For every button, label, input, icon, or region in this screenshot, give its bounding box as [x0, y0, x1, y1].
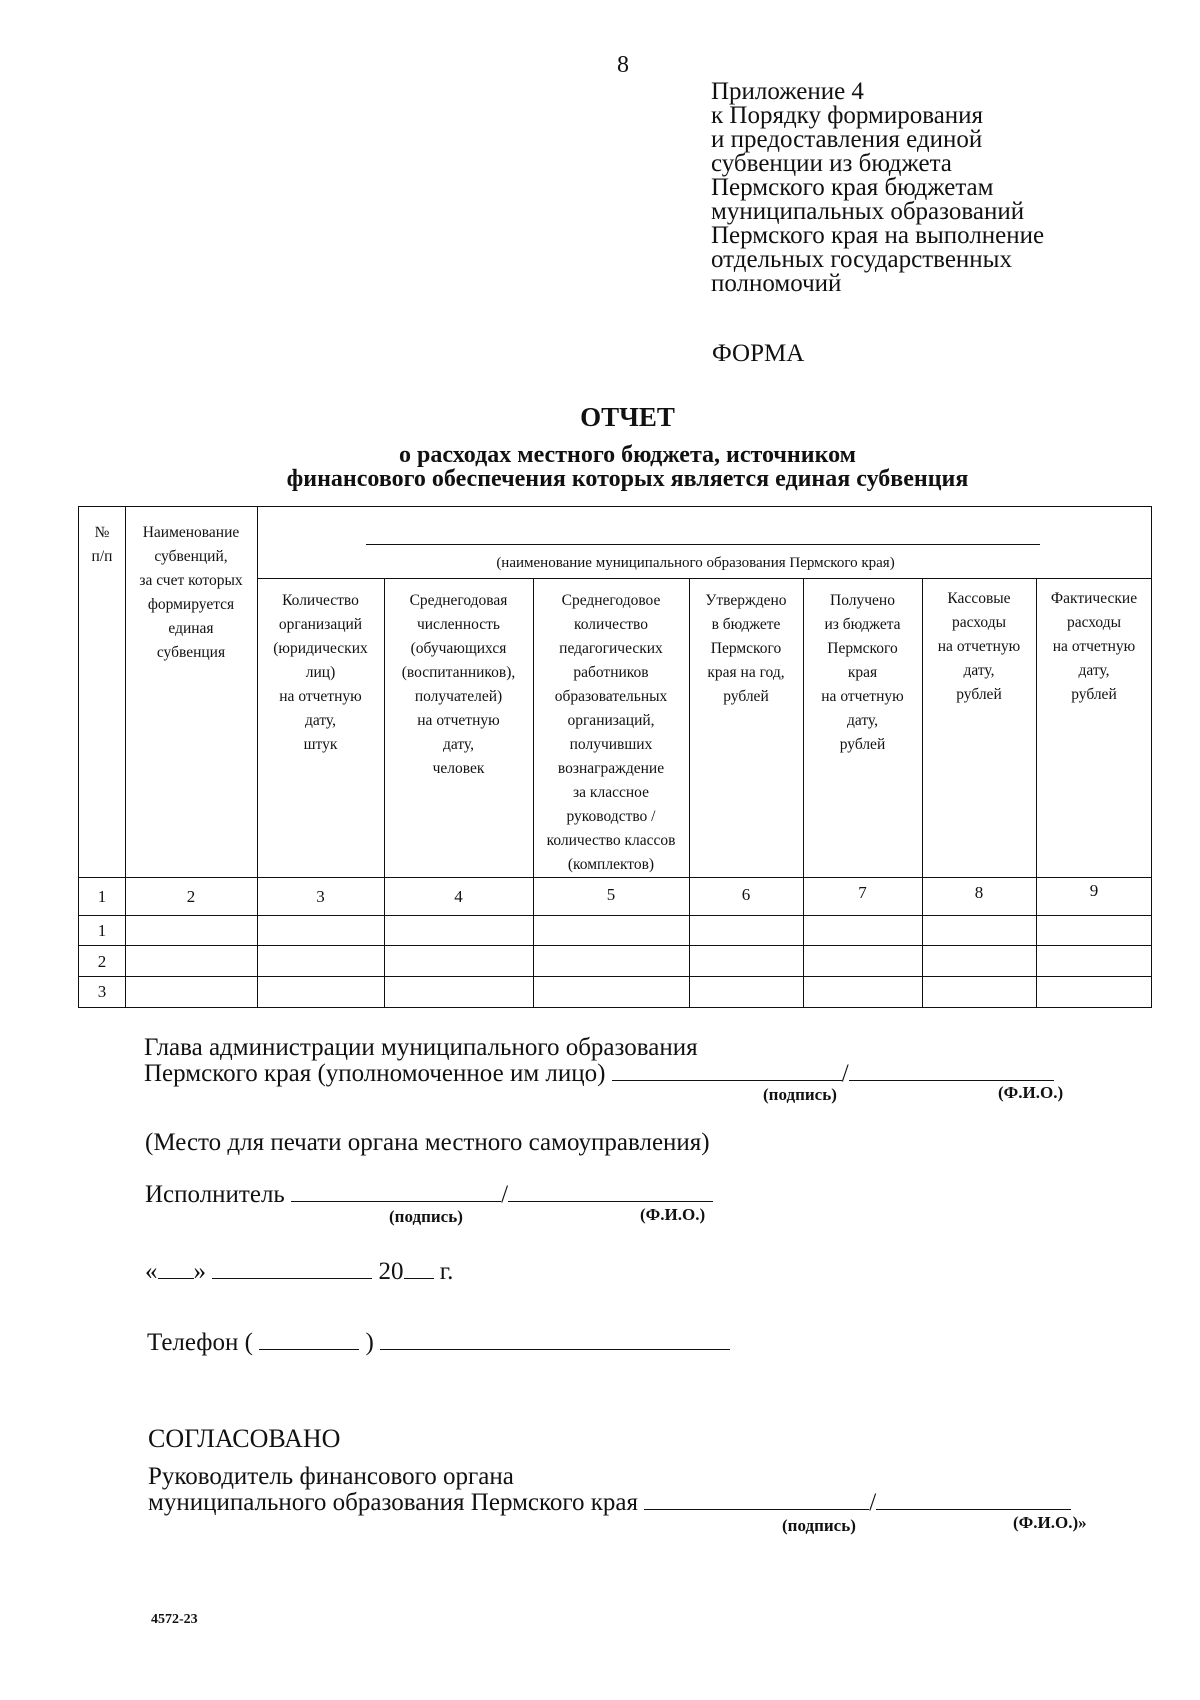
column-number: 2	[186, 887, 196, 906]
phone-number-field[interactable]	[380, 1329, 730, 1350]
finance-line-2: муниципального образования Пермского края /	[148, 1489, 1071, 1515]
finance-fio-label: (Ф.И.О.)»	[1013, 1513, 1087, 1532]
appendix-header	[711, 80, 1044, 296]
table-vline	[257, 507, 258, 1007]
appendix-line: и предоставления единой	[711, 126, 983, 153]
head-signature-field[interactable]	[612, 1060, 842, 1081]
agreed-label: СОГЛАСОВАНО	[148, 1424, 341, 1453]
head-signature-label: (подпись)	[763, 1085, 837, 1104]
column-number: 3	[316, 887, 325, 906]
executor-signature-label: (подпись)	[389, 1207, 463, 1226]
municipality-caption: (наименование муниципального образования Пермского края)	[496, 555, 895, 571]
head-line-2-text: Пермского края (уполномоченное им лицо)	[144, 1060, 606, 1087]
head-signature-block	[144, 1036, 1054, 1086]
executor-fio-field[interactable]	[508, 1181, 713, 1202]
table-hline	[79, 877, 1151, 878]
date-month-field[interactable]	[212, 1258, 372, 1279]
row-number: 3	[97, 982, 107, 1001]
appendix-line: отдельных государственных	[711, 246, 1012, 273]
report-subtitle	[0, 443, 1200, 491]
date-day-field[interactable]	[158, 1258, 194, 1279]
row-number: 1	[97, 921, 107, 940]
head-fio-label: (Ф.И.О.)	[998, 1083, 1064, 1102]
date-year-field[interactable]	[404, 1258, 434, 1279]
header-actual-expenses: Фактические расходы на отчетную дату, рублей	[1050, 590, 1138, 703]
table-hline	[79, 976, 1151, 977]
stamp-place: (Место для печати органа местного самоуправления)	[145, 1129, 710, 1156]
executor-row: Исполнитель /	[145, 1181, 713, 1207]
executor-fio-label: (Ф.И.О.)	[640, 1205, 706, 1224]
row-number: 2	[97, 952, 107, 971]
appendix-line: Пермского края бюджетам	[711, 174, 994, 201]
subtitle-line-1: о расходах местного бюджета, источником	[399, 442, 856, 468]
municipality-name-line[interactable]	[366, 544, 1040, 545]
appendix-line: к Порядку формирования	[711, 102, 984, 129]
header-org-count: Количество организаций (юридических лиц) на отчетную дату, штук	[273, 592, 368, 753]
appendix-line: субвенции из бюджета	[711, 150, 952, 177]
appendix-line: Приложение 4	[711, 78, 864, 105]
phone-label: Телефон (	[147, 1329, 253, 1356]
page-number: 8	[617, 52, 629, 78]
date-year-prefix: 20	[378, 1258, 404, 1285]
header-received: Получено из бюджета Пермского края на отчетную дату, рублей	[821, 592, 904, 753]
header-approved: Утверждено в бюджете Пермского края на год, рублей	[705, 592, 787, 705]
header-subvention-name: Наименование субвенций, за счет которых формируется единая субвенция	[139, 524, 243, 661]
date-year-suffix: г.	[439, 1258, 454, 1285]
head-line-1: Глава администрации муниципального образования	[144, 1034, 698, 1061]
subtitle-line-2: финансового обеспечения которых является единая субвенция	[286, 466, 969, 492]
table-hline	[79, 945, 1151, 946]
finance-signature-field[interactable]	[644, 1489, 869, 1510]
date-row	[145, 1258, 453, 1284]
phone-close: )	[365, 1329, 374, 1356]
table-hline	[79, 915, 1151, 916]
appendix-line: муниципальных образований	[711, 198, 1025, 225]
column-number: 8	[974, 883, 984, 902]
appendix-line: полномочий	[711, 270, 842, 297]
header-avg-headcount: Среднегодовая численность (обучающихся (воспитанников), получателей) на отчетную дату, человек	[401, 592, 516, 777]
header-cash-expenses: Кассовые расходы на отчетную дату, рублей	[937, 590, 1021, 703]
finance-signature-label: (подпись)	[782, 1516, 856, 1535]
phone-row	[147, 1329, 730, 1355]
column-number: 7	[858, 883, 867, 902]
column-number: 6	[741, 885, 751, 904]
header-number: № п/п	[91, 524, 113, 565]
column-number: 1	[97, 887, 107, 906]
document-code: 4572-23	[151, 1612, 198, 1627]
header-teachers-count: Среднегодовое количество педагогических работников образовательных организаций, получивших вознаграждение за классное руководство / количество классов (комплектов)	[546, 592, 676, 873]
column-number: 9	[1089, 881, 1099, 900]
report-title: ОТЧЕТ	[580, 402, 675, 432]
executor-signature-field[interactable]	[291, 1181, 501, 1202]
head-fio-field[interactable]	[849, 1060, 1054, 1081]
finance-fio-field[interactable]	[876, 1489, 1071, 1510]
date-open-quote: «	[145, 1258, 158, 1285]
phone-code-field[interactable]	[259, 1329, 359, 1350]
finance-line-1: Руководитель финансового органа	[148, 1463, 514, 1490]
head-line-2: Пермского края (уполномоченное им лицо) /	[144, 1060, 1054, 1086]
appendix-line: Пермского края на выполнение	[711, 222, 1045, 249]
date-close-quote: »	[193, 1258, 206, 1285]
executor-label: Исполнитель	[145, 1181, 285, 1208]
finance-line-2-text: муниципального образования Пермского края	[148, 1489, 638, 1516]
finance-signature-block	[148, 1465, 1071, 1515]
column-number: 5	[606, 885, 616, 904]
report-table	[78, 506, 1152, 1008]
form-label: ФОРМА	[712, 340, 805, 367]
column-number: 4	[454, 887, 463, 906]
table-hline	[257, 578, 1151, 579]
